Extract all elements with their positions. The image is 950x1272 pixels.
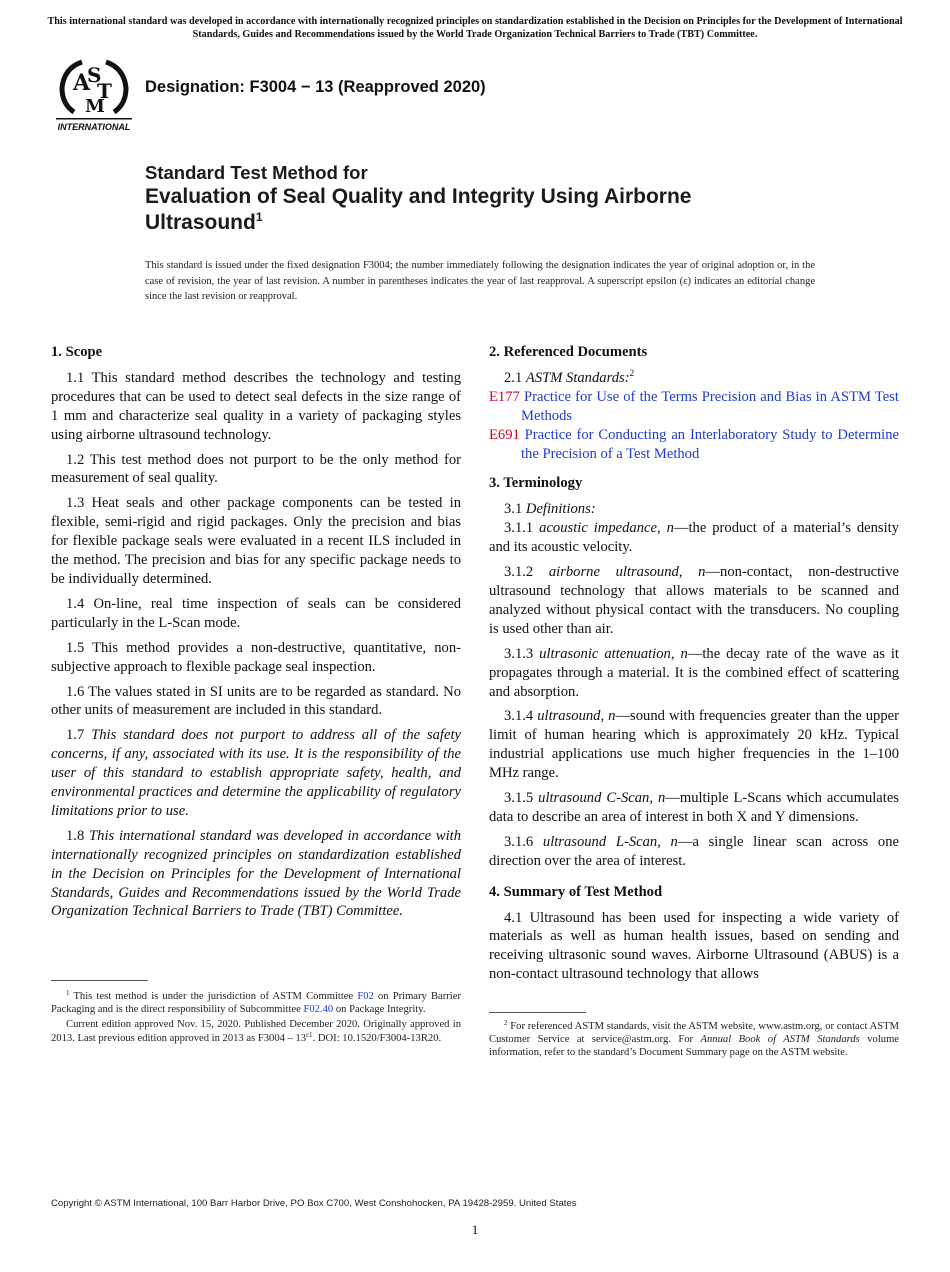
para-1-7-num: 1.7 <box>66 727 85 744</box>
definition-3-1-1 <box>489 519 899 557</box>
footnote-1-edition: Current edition approved Nov. 15, 2020. Published December 2020. Originally approved in 2013. Last previous edition approved in 2013 as F3004 – 13 <box>51 1019 461 1044</box>
definition-num: 3.1.4 <box>504 708 534 725</box>
para-1-7 <box>51 726 461 821</box>
reference-code[interactable]: E177 <box>489 388 520 405</box>
committee-link[interactable]: F02 <box>357 991 374 1002</box>
definition-term: acoustic impedance, n <box>539 520 674 537</box>
definition-term: ultrasound C-Scan, n <box>538 790 666 807</box>
definition-text: —sound with frequencies greater than the upper limit of human hearing which is approximately 20 kHz. Typical industrial applications use much higher frequencies in the 1–100 MHz range. <box>489 708 899 782</box>
definition-term: airborne ultrasound, n <box>548 564 706 581</box>
footnote-2-text-a: For referenced ASTM standards, visit the ASTM website, www.astm.org, or contact ASTM Customer Service at service@astm.org. For <box>489 1021 899 1046</box>
astm-logo <box>52 52 136 138</box>
reference-e691[interactable] <box>489 426 899 464</box>
footnote-1-text-c: on Package Integrity. <box>335 1004 426 1016</box>
page-number: 1 <box>471 1222 479 1237</box>
definition-3-1-2 <box>489 563 899 639</box>
wto-notice: This international standard was developed in accordance with internationally recognized principles on standardization established in the Decision on Principles for the Development of International Standards, Guides and Recommendations issued by the World Trade Organization Technical Barriers to Trade (TBT) Committee. <box>47 16 903 40</box>
definition-text: —the decay rate of the wave as it propagates through a material. It is the combined effect of scattering and absorption. <box>489 645 899 700</box>
footnote-2-text-b: volume information, refer to the standard’s Document Summary page on the ASTM website. <box>489 1034 900 1059</box>
designation: Designation: F3004 − 13 (Reapproved 2020) <box>145 78 486 96</box>
definitions-sub-label: Definitions: <box>525 501 596 518</box>
references-sub-mark: 2 <box>629 367 635 378</box>
footnote-1 <box>51 990 461 1045</box>
section-summary-heading: 4. Summary of Test Method <box>489 883 663 900</box>
footnote-rule-right <box>489 1012 586 1013</box>
definition-num: 3.1.2 <box>504 564 534 581</box>
definitions-sub-num: 3.1 <box>504 501 523 518</box>
definition-num: 3.1.3 <box>504 645 534 662</box>
definition-3-1-6 <box>489 833 899 871</box>
logo-caption: INTERNATIONAL <box>57 122 131 132</box>
references-sub-label: ASTM Standards: <box>525 369 630 386</box>
footnote-2-mark: 2 <box>504 1019 508 1027</box>
definition-3-1-4 <box>489 707 899 783</box>
footnote-1-mark: 1 <box>66 989 70 997</box>
definition-text: —multiple L-Scans which accumulates data to describe an area of interest in both X and Y dimensions. <box>489 790 899 825</box>
footnote-2 <box>489 1020 899 1060</box>
definition-term: ultrasound, n <box>537 708 616 725</box>
definition-num: 3.1.1 <box>504 520 534 537</box>
section-references-heading: 2. Referenced Documents <box>489 344 648 360</box>
title-line-3: Ultrasound <box>145 211 256 234</box>
reference-title[interactable]: Practice for Use of the Terms Precision and Bias in ASTM Test Methods <box>521 388 899 424</box>
footnote-1-edition-sup: ε1 <box>306 1030 313 1039</box>
definition-text: —the product of a material’s density and its acoustic velocity. <box>489 520 900 556</box>
right-column <box>489 343 899 990</box>
para-1-8 <box>51 827 461 922</box>
definition-term: ultrasonic attenuation, n <box>539 645 688 662</box>
definition-term: ultrasound L-Scan, n <box>542 833 678 850</box>
reference-title[interactable]: Practice for Conducting an Interlaboratory Study to Determine the Precision of a Test Method <box>521 426 900 462</box>
svg-text:A: A <box>73 70 91 96</box>
para-1-5: 1.5 This method provides a non-destructive, quantitative, non-subjective approach to flexible package seal inspection. <box>51 639 461 675</box>
title-footnote-mark: 1 <box>255 210 263 224</box>
definition-num: 3.1.5 <box>504 790 534 807</box>
document-title <box>145 162 845 236</box>
issue-note: This standard is issued under the fixed designation F3004; the number immediately following the designation indicates the year of original adoption or, in the case of revision, the year of last revision. A number in parentheses indicates the year of last reapproval. A superscript epsilon (ε) indicates an editorial change since the last revision or reapproval. <box>145 260 815 302</box>
definitions-subheading <box>489 500 899 519</box>
para-1-4: 1.4 On-line, real time inspection of seals can be considered particularly in the L-Scan mode. <box>51 595 461 631</box>
subcommittee-link[interactable]: F02.40 <box>303 1004 334 1016</box>
para-1-2: 1.2 This test method does not purport to be the only method for measurement of seal quality. <box>51 451 461 487</box>
definition-num: 3.1.6 <box>504 833 534 850</box>
footnote-rule-left <box>51 980 148 981</box>
para-1-6: 1.6 The values stated in SI units are to be regarded as standard. No other units of measurement are included in this standard. <box>51 683 461 719</box>
para-1-3: 1.3 Heat seals and other package components can be tested in flexible, semi-rigid and rigid packages. Only the precision and bias for flexible package seals were evaluated in a recent ILS included in the method. The precision and bias for any specific package needs to be individually determined. <box>51 495 461 587</box>
definition-3-1-3 <box>489 645 899 702</box>
references-sub-num: 2.1 <box>504 369 523 386</box>
title-line-1: Standard Test Method for <box>145 162 368 183</box>
left-column <box>51 343 461 927</box>
footnote-2-italic: Annual Book of ASTM Standards <box>700 1034 860 1046</box>
definition-3-1-5 <box>489 789 899 827</box>
svg-text:S: S <box>87 63 102 87</box>
section-terminology-heading: 3. Terminology <box>489 475 583 492</box>
title-line-2: Evaluation of Seal Quality and Integrity Using Airborne <box>145 185 692 208</box>
para-1-8-text: This international standard was developed in accordance with internationally recognized principles on standardization established in the Decision on Principles for the Development of International Standards, Guides and Recommendations issued by the World Trade Organization Technical Barriers to Trade (TBT) Committee. <box>51 827 462 920</box>
para-1-1: 1.1 This standard method describes the technology and testing procedures that can be used to detect seal defects in the size range of 1 mm and characterize seal quality in a variety of packaging styles using airborne ultrasound technology. <box>51 369 461 443</box>
svg-text:M: M <box>85 96 105 117</box>
definition-text: —a single linear scan across one direction over the area of interest. <box>489 833 899 869</box>
para-1-8-num: 1.8 <box>66 827 85 844</box>
section-scope-heading: 1. Scope <box>51 344 103 360</box>
footnote-1-doi: . DOI: 10.1520/F3004-13R20. <box>312 1032 442 1044</box>
para-1-7-text: This standard does not purport to address all of the safety concerns, if any, associated with its use. It is the responsibility of the user of this standard to establish appropriate safety, health, and environmental practices and determine the applicability of regulatory limitations prior to use. <box>51 727 461 819</box>
footnote-1-text-b: on Primary Barrier Packaging and is the direct responsibility of Subcommittee <box>51 991 461 1016</box>
reference-e177[interactable] <box>489 388 899 426</box>
footnote-1-text-a: This test method is under the jurisdiction of ASTM Committee <box>73 991 354 1002</box>
copyright-notice: Copyright © ASTM International, 100 Barr Harbor Drive, PO Box C700, West Conshohocken, PA 19428-2959. United States <box>51 1198 577 1209</box>
definition-text: —non-contact, non-destructive ultrasound technology that allows materials to be scanned and analyzed without physical contact with the transducers. No coupling is used other than air. <box>489 564 899 637</box>
para-4-1: 4.1 Ultrasound has been used for inspecting a wide variety of materials as well as human health issues, based on sending and receiving ultrasonic sound waves. Airborne Ultrasound (ABUS) is a non-contact ultrasound technology that allows <box>489 909 899 983</box>
references-subheading <box>489 369 899 388</box>
svg-text:T: T <box>97 79 112 103</box>
reference-code[interactable]: E691 <box>489 426 520 443</box>
